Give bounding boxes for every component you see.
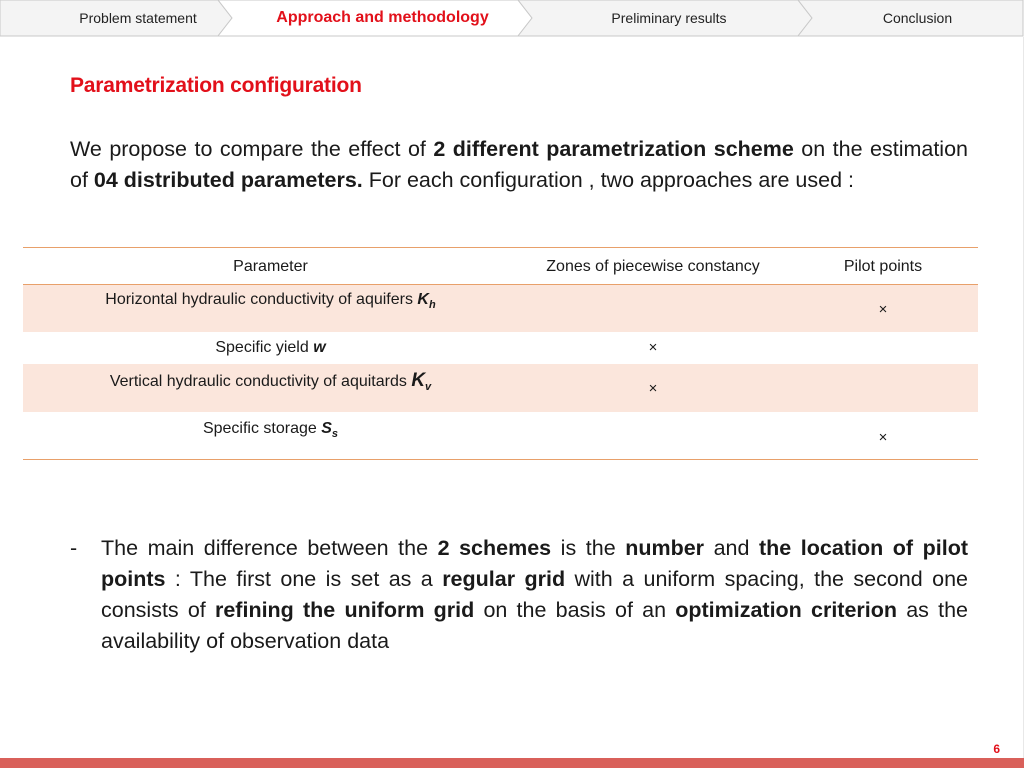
bullet-text xyxy=(101,533,968,657)
bullet-run: with a uniform spacing, the second one consists of xyxy=(101,567,968,622)
row-parameter xyxy=(23,339,518,357)
bullet-run: : The first one is set as a xyxy=(165,567,443,591)
nav-preliminary-results[interactable]: Preliminary results xyxy=(611,10,727,26)
table-header-row xyxy=(23,248,978,284)
bullet-bold: 2 schemes xyxy=(437,536,552,560)
bullet-point xyxy=(70,533,968,657)
row-parameter xyxy=(23,420,518,440)
intro-text: We propose to compare the effect of xyxy=(70,137,434,161)
parameter-symbol xyxy=(321,420,339,440)
parameter-symbol xyxy=(313,339,325,356)
table-row xyxy=(23,285,978,332)
nav-conclusion[interactable]: Conclusion xyxy=(882,10,953,26)
row-parameter xyxy=(23,370,518,393)
symbol-base: S xyxy=(321,420,332,437)
row-pilot-mark: × xyxy=(878,301,888,318)
nav-problem-statement[interactable]: Problem statement xyxy=(79,10,197,26)
table-row xyxy=(23,364,978,412)
page-number: 6 xyxy=(993,742,1000,756)
symbol-base: K xyxy=(411,370,426,391)
header-zones: Zones of piecewise constancy xyxy=(546,258,760,275)
symbol-subscript: v xyxy=(425,381,432,393)
breadcrumb-nav xyxy=(0,0,1024,37)
row-parameter xyxy=(23,291,518,311)
bullet-dash: - xyxy=(70,536,78,560)
intro-bold: 04 distributed parameters. xyxy=(93,168,363,192)
intro-bold: 2 different parametrization scheme xyxy=(433,137,794,161)
table-row xyxy=(23,332,978,364)
parameter-label: Specific storage xyxy=(202,420,322,437)
intro-text: on the estimation of xyxy=(70,137,968,192)
bullet-bold: regular grid xyxy=(442,567,566,591)
intro-text: For each configuration , two approaches are used : xyxy=(362,168,854,192)
symbol-base: K xyxy=(417,291,429,308)
bullet-bold: optimization criterion xyxy=(675,598,898,622)
parameter-label: Vertical hydraulic conductivity of aquitards xyxy=(109,373,412,390)
table-row xyxy=(23,412,978,459)
nav-approach-methodology[interactable]: Approach and methodology xyxy=(276,9,489,26)
bullet-run: and xyxy=(704,536,760,560)
symbol-base: w xyxy=(313,339,326,356)
parameter-label: Specific yield xyxy=(215,339,314,356)
row-pilot-mark: × xyxy=(878,429,888,446)
parameter-symbol xyxy=(411,370,431,391)
header-pilot-points: Pilot points xyxy=(843,258,923,275)
bullet-run: is the xyxy=(551,536,626,560)
intro-paragraph xyxy=(70,134,968,196)
row-zones-mark: × xyxy=(648,339,658,356)
bullet-run: The main difference between the xyxy=(101,536,438,560)
bottom-accent-bar xyxy=(0,758,1024,768)
bullet-bold: number xyxy=(625,536,705,560)
parameter-label: Horizontal hydraulic conductivity of aquifers xyxy=(105,291,418,308)
symbol-subscript: s xyxy=(331,428,339,440)
symbol-subscript: h xyxy=(428,299,436,311)
row-zones-mark: × xyxy=(648,380,658,397)
parameter-symbol xyxy=(417,291,436,311)
bullet-run: as the availability of observation data xyxy=(101,598,969,653)
header-parameter: Parameter xyxy=(233,258,308,275)
bullet-bold: refining the uniform grid xyxy=(214,598,475,622)
bullet-bold: the location of pilot points xyxy=(101,536,968,591)
section-title: Parametrization configuration xyxy=(70,74,362,97)
table-bottom-rule xyxy=(23,459,978,460)
bullet-run: on the basis of an xyxy=(474,598,676,622)
